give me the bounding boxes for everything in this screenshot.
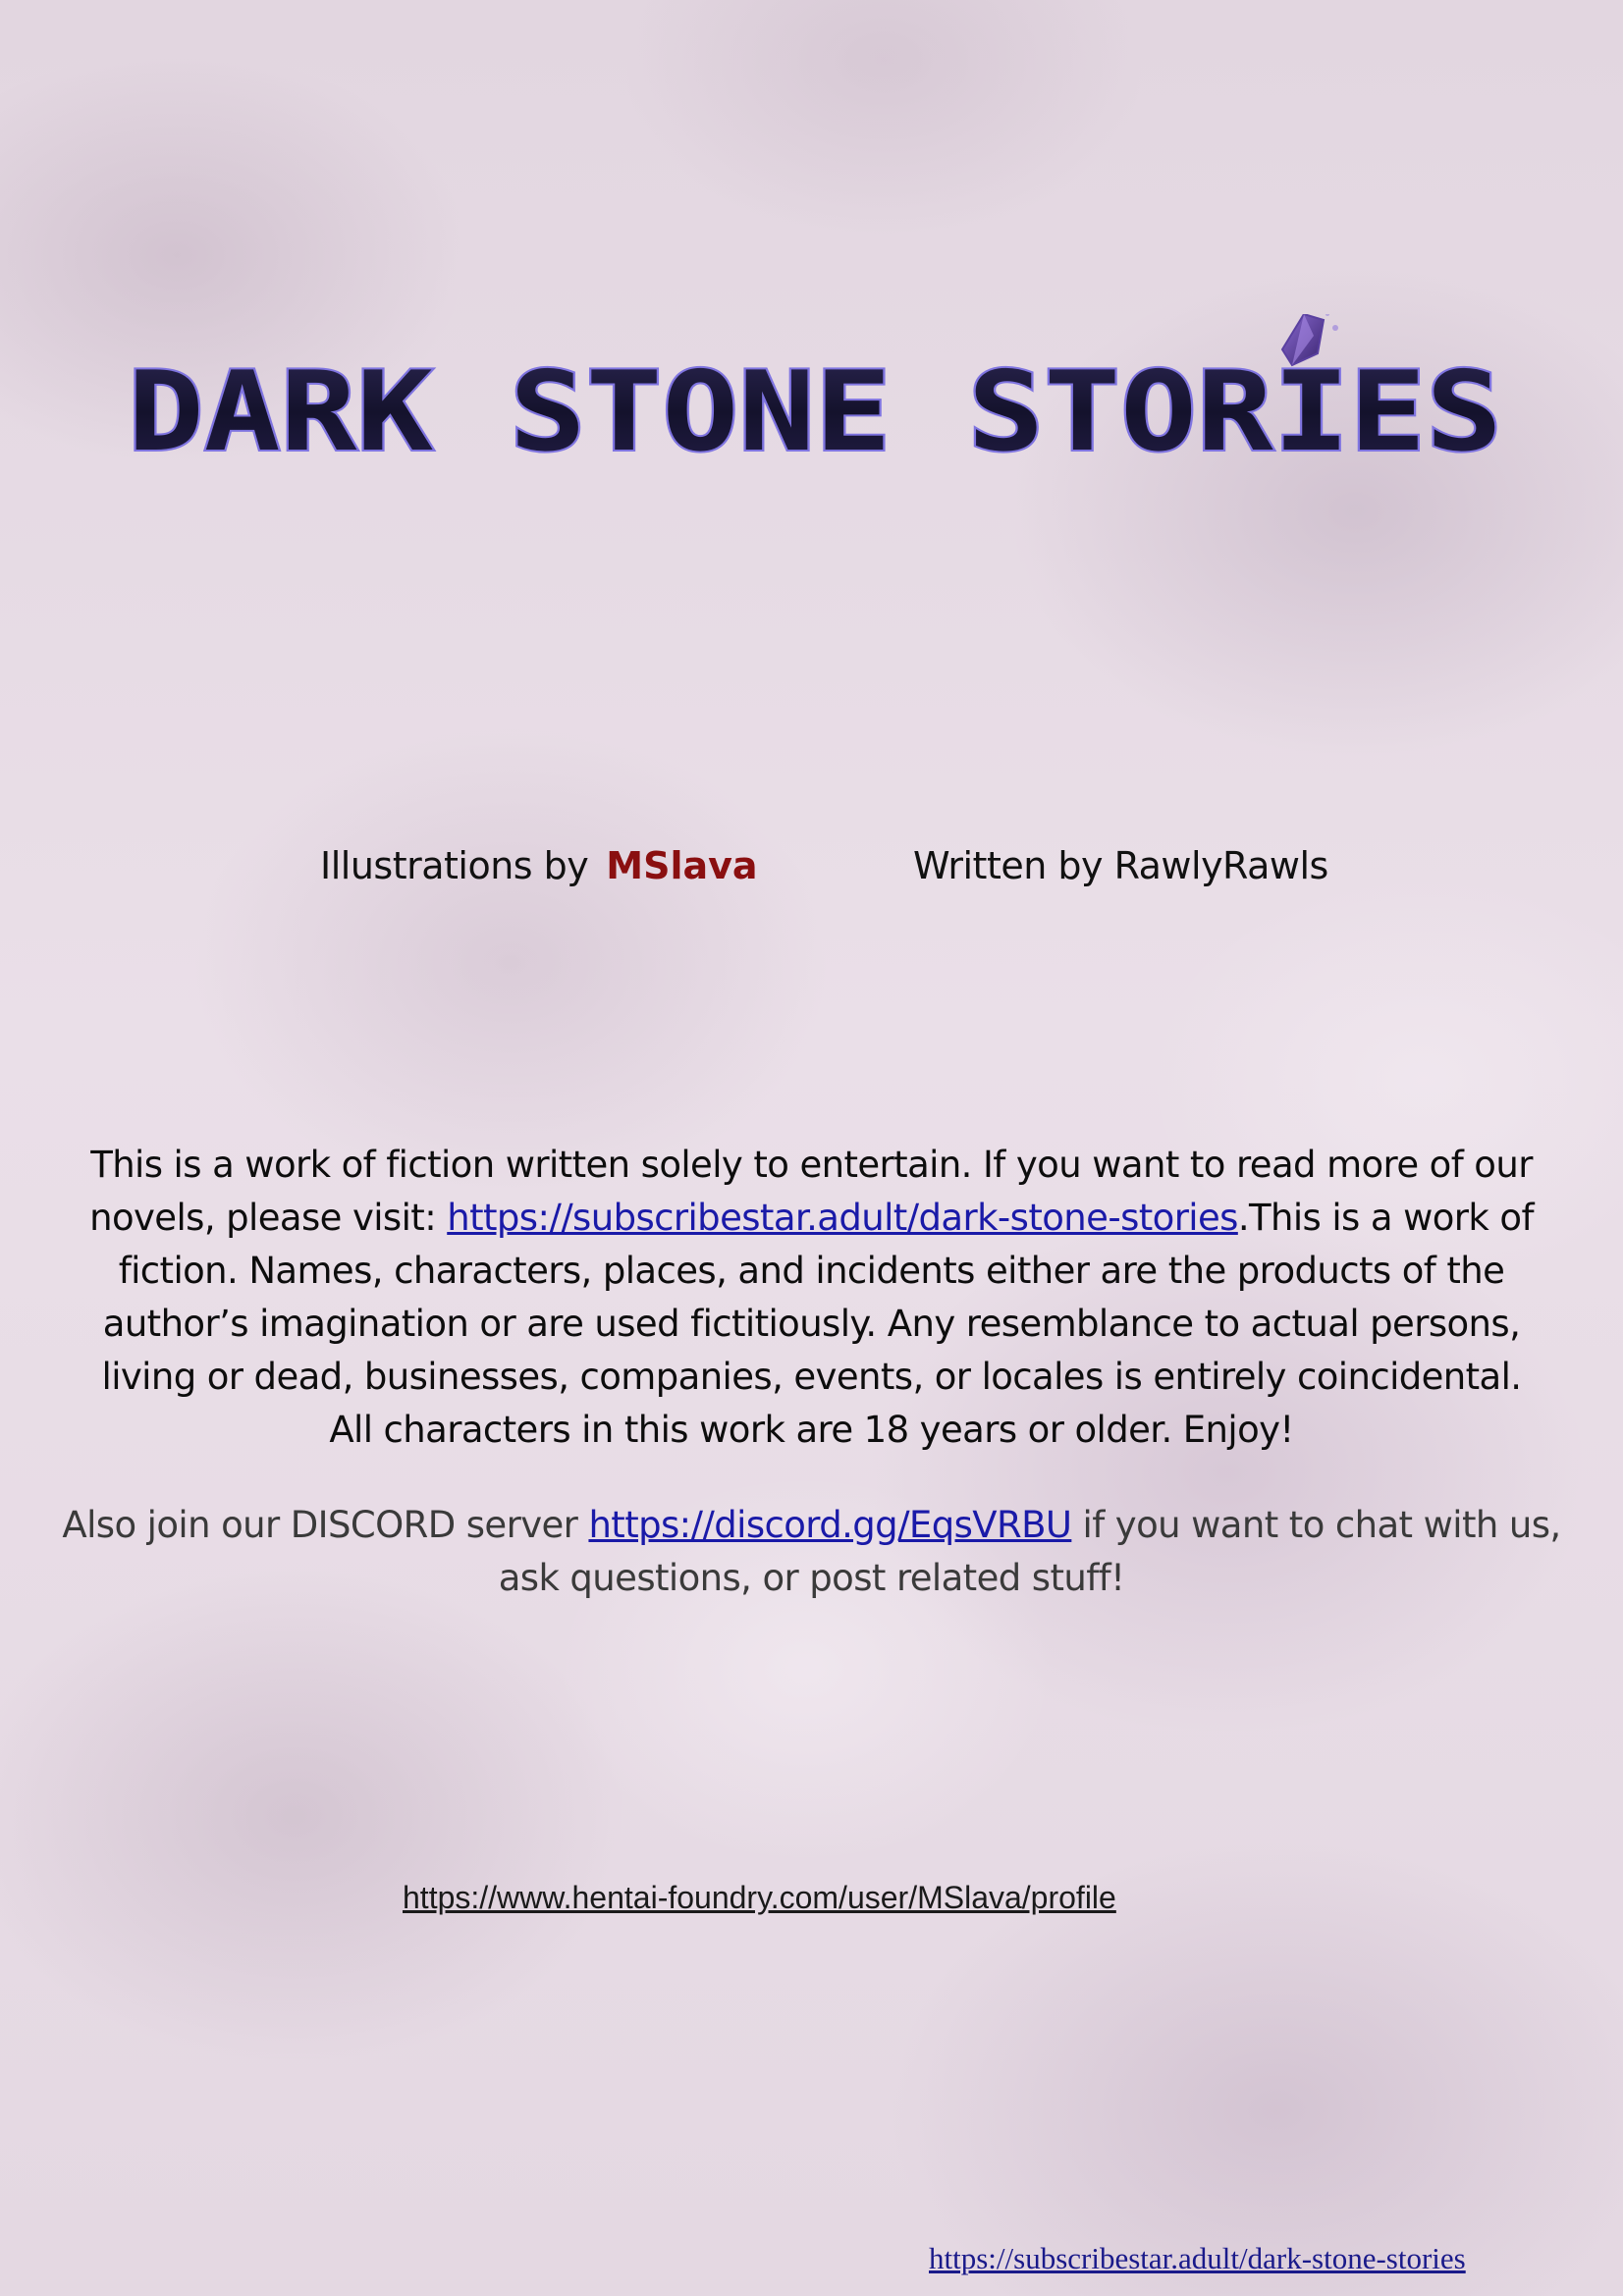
subscribestar-link[interactable]: https://subscribestar.adult/dark-stone-stories: [447, 1197, 1238, 1239]
artist-profile-link[interactable]: https://www.hentai-foundry.com/user/MSlava/profile: [403, 1880, 1116, 1915]
artist-name: MSlava: [606, 844, 758, 887]
credits-line: [0, 844, 1623, 893]
logo-text: DARK STONE STORIES: [128, 348, 1502, 461]
illustrations-credit: [320, 844, 758, 887]
footer-subscribestar-link[interactable]: https://subscribestar.adult/dark-stone-stories: [929, 2241, 1466, 2275]
discord-text-start: Also join our DISCORD server: [62, 1504, 589, 1546]
discord-invite: [59, 1499, 1564, 1605]
written-by-credit: Written by RawlyRawls: [913, 844, 1328, 887]
discord-text-end: if you want to chat with us, ask questions, or post related stuff!: [498, 1504, 1561, 1599]
disclaimer-text-end: .This is a work of fiction. Names, characters, places, and incidents either are the products of the author’s imagination or are used fictitiously. Any resemblance to actual persons, living or dead, businesses, companies, events, or locales is entirely coincidental. All characters in this work are 18 years or older. Enjoy!: [101, 1197, 1534, 1451]
disclaimer-text-start: This is a work of fiction written solely to entertain. If you want to read more of our novels, please visit:: [89, 1144, 1533, 1239]
illustrations-label: Illustrations by: [320, 844, 589, 887]
fiction-disclaimer: [88, 1139, 1535, 1457]
discord-link[interactable]: https://discord.gg/EqsVRBU: [588, 1504, 1072, 1546]
dark-stone-stories-logo: [118, 314, 1512, 461]
